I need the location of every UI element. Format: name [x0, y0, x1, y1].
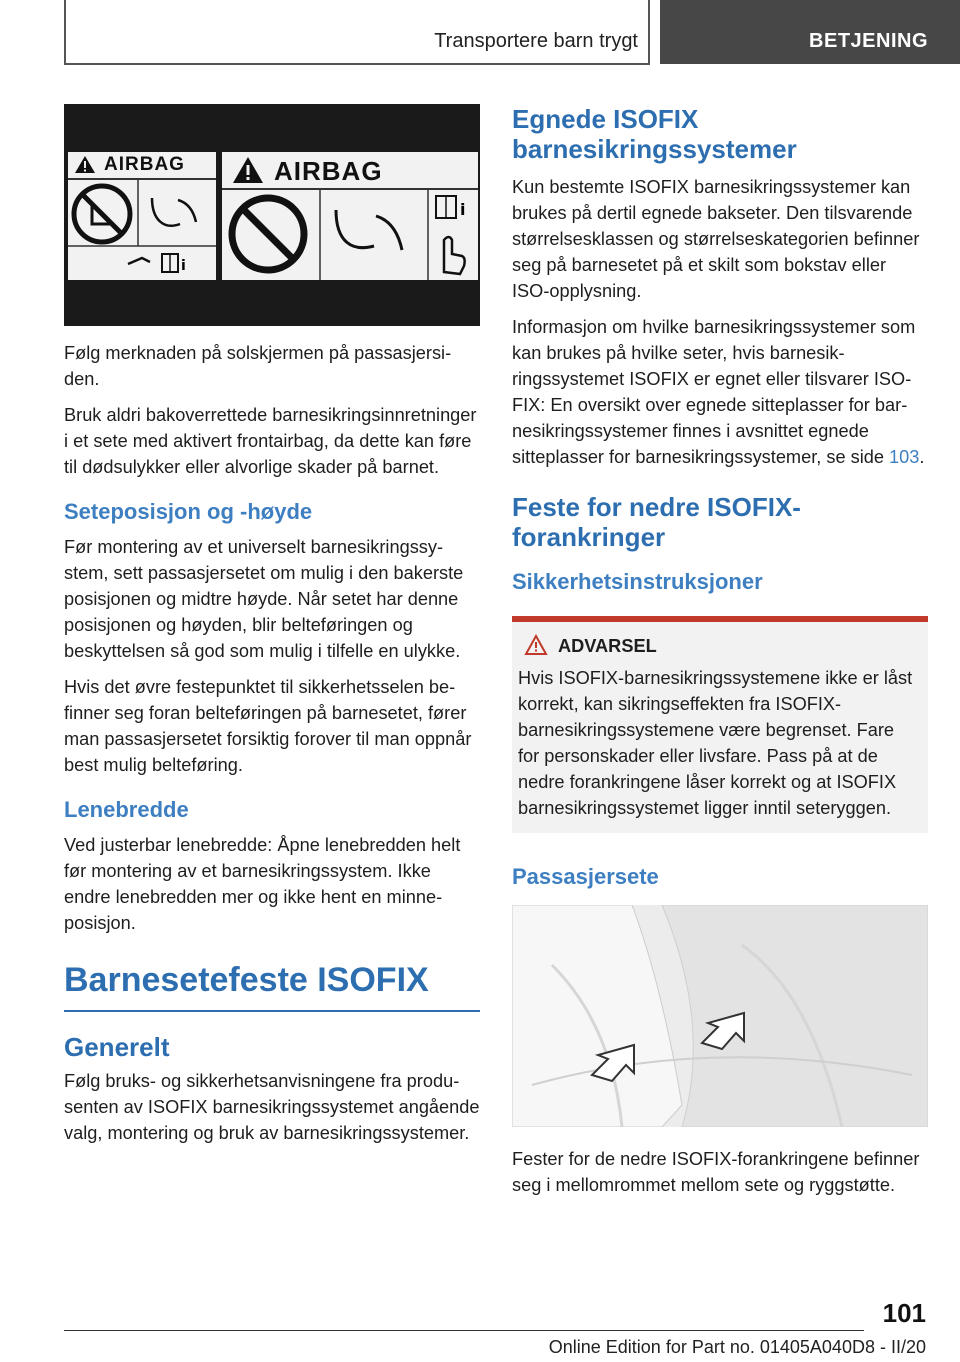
heading-lower-anchors: Feste for nedre ISOFIX-forankringer	[512, 492, 801, 552]
paragraph: Bruk aldri bakoverrettede barnesikringsinnretninger i et sete med aktivert frontairbag, da dette kan føre til dødsulykker eller alvorlige skader på barnet.	[64, 405, 477, 477]
warning-triangle-icon	[232, 156, 264, 184]
header-rule-left	[64, 0, 66, 64]
left-column	[64, 104, 480, 1156]
heading-passenger-seat: Passasjersete	[512, 864, 659, 889]
warning-triangle-icon	[524, 634, 548, 656]
heading-isofix: Barnesetefeste ISOFIX	[64, 958, 480, 1012]
heading-seat-position: Seteposisjon og -høyde	[64, 499, 313, 524]
airbag-word: AIRBAG	[274, 156, 383, 186]
airbag-word: AIRBAG	[104, 154, 185, 175]
page-reference-link[interactable]: 103	[889, 447, 920, 467]
paragraph: Følg bruks- og sikkerhetsanvisningene fra produsenten av ISOFIX barnesikringssystemet angående valg, montering og bruk av barnesikringssystemer.	[64, 1071, 480, 1143]
right-column	[512, 104, 928, 1208]
paragraph: Følg merknaden på solskjermen på passasjersiden.	[64, 343, 452, 389]
chapter-badge-label: BETJENING	[809, 30, 928, 52]
paragraph: Kun bestemte ISOFIX barnesikringssystemer kan brukes på dertil egnede bakseter. Den tilsvarende størrelsesklassen og størrelseskategorien befinner seg på barnesetet på et skilt som bokstav eller ISO-opplysning.	[512, 177, 920, 301]
svg-text:i: i	[460, 200, 466, 219]
warning-triangle-icon	[74, 155, 96, 174]
figure-caption: Fester for de nedre ISOFIX-forankringene befinner seg i mellomrommet mellom sete og ryggstøtte.	[512, 1149, 920, 1195]
chapter-badge	[660, 0, 960, 64]
paragraph: Hvis det øvre festepunktet til sikkerhetsselen befinner seg foran belteføringen på barnesetet, fører man passasjersetet forsiktig forover til man oppnår best mulig belteføring.	[64, 677, 472, 775]
heading-general: Generelt	[64, 1032, 170, 1062]
section-title: Transportere barn trygt	[434, 30, 638, 52]
paragraph: Ved justerbar lenebredde: Åpne lenebredden helt før montering av et barnesikringssystem. Ikke endre lenebredden mer og ikke hent en minne-posisjon.	[64, 835, 461, 933]
svg-text:i: i	[181, 258, 186, 274]
no-rear-facing-seat-icon	[222, 190, 478, 280]
footer-rule	[64, 1330, 864, 1331]
warning-text: Hvis ISOFIX-barnesikringssystemene ikke er låst korrekt, kan sikringseffekten fra ISOFIX-barnesikringssystemene være begrenset. Fare for personskader eller livsfare. Pass på at de nedre forankringene låser korrekt og at ISOFIX barnesikringssystemet ligger inntil seteryggen.	[518, 668, 913, 818]
airbag-label-large	[222, 152, 478, 280]
page-number: 101	[882, 1298, 926, 1328]
warning-title: ADVARSEL	[558, 636, 918, 657]
no-rear-facing-seat-icon	[68, 180, 216, 280]
paragraph: Informasjon om hvilke barnesikringssystemer som kan brukes på hvilke seter, hvis barnesikringssystemet ISOFIX er egnet eller tilsvarer ISOFIX: En oversikt over egnede sitteplasser for barnesikringssystemer finnes i avsnittet egnede sitteplasser for barnesikringssystemer, se side 103.	[512, 317, 925, 467]
page-header	[0, 0, 960, 66]
edition-text: Online Edition for Part no. 01405A040D8 - II/20	[548, 1337, 926, 1357]
airbag-warning-label-image	[64, 104, 480, 326]
passenger-seat-isofix-image	[512, 905, 928, 1127]
heading-backrest-width: Lenebredde	[64, 797, 189, 822]
header-separator	[648, 0, 650, 64]
airbag-label-small	[68, 152, 216, 280]
warning-box	[512, 616, 928, 833]
header-rule-bottom	[64, 63, 650, 65]
paragraph: Før montering av et universelt barnesikringssystem, sett passasjersetet om mulig i den bakerste posisjonen og midtre høyde. Når setet har denne posisjonen og høyden, blir belteføringen og beskyttelsen så god som mulig i tilfelle en ulykke.	[64, 537, 464, 661]
heading-safety-instructions: Sikkerhetsinstruksjoner	[512, 569, 763, 594]
heading-suitable-isofix: Egnede ISOFIX barnesikringssystemer	[512, 104, 797, 164]
